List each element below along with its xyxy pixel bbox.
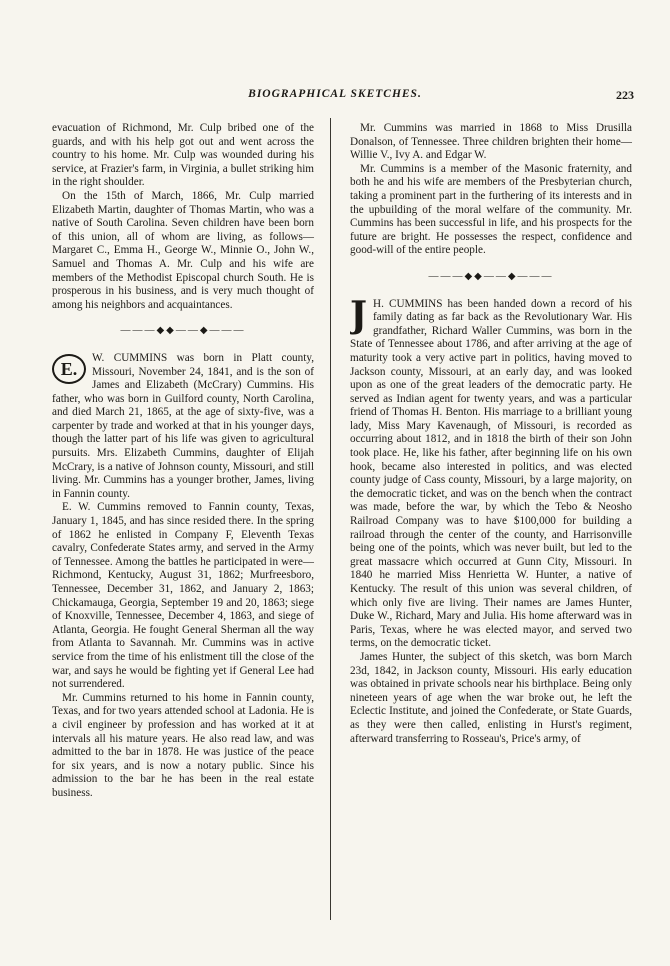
paragraph-culp-escape: evacuation of Richmond, Mr. Culp bribed one of the guards, and with his help got out and went across the country to his home. Mr. Culp was wounded during his service, at Frazier's farm, in Virginia, a bullet striking him in the right shoulder. [52,122,314,189]
right-column [350,122,632,746]
section-ornament: ———◆◆——◆——— [428,270,554,282]
paragraph-james-hunter: James Hunter, the subject of this sketch, was born March 23d, 1842, in Jackson county, Missouri. His early education was obtained in private schools near his birthplace. Being only nineteen years of age when the war broke out, he left the Eclectic Institute, and joined the Confederate, or State Guards, as they were then called, enlisting in Hurst's regiment, afterward transferring to Rosseau's, Price's army, of [350,650,632,745]
paragraph-cummins-marriage: Mr. Cummins was married in 1868 to Miss Drusilla Donalson, of Tennessee. Three children brighten their home—Willie V., Ivy A. and Edgar W. [350,122,632,162]
page-header [0,88,670,102]
left-column [52,122,314,801]
sketch-ew-cummins [52,352,314,502]
ornamental-initial: E. [52,354,86,384]
paragraph-ew-cummins-career: Mr. Cummins returned to his home in Fannin county, Texas, and for two years attended school at Ladonia. He is a civil engineer by profession and has worked at it at intervals all his mature years. He also read law, and was admitted to the bar in 1878. He was justice of the peace for six years, and is now a notary public. Since his admission to the bar he has been in the real estate business. [52,691,314,799]
running-title: BIOGRAPHICAL SKETCHES. [248,88,422,100]
sketch-jh-cummins [350,298,632,651]
page-number: 223 [616,88,634,102]
drop-cap-initial: J [350,297,368,336]
paragraph-jh-cummins-family: H. CUMMINS has been handed down a record of his family dating as far back as the Revolutionary War. His grandfather, Richard Waller Cummins, was born in the State of Tennessee about 1786, and after arriving at the age of maturity took a very active part in politics, having moved to Jackson county, Missouri, at an early day, and was looked upon as one of the great leaders of the democratic party. He served as Indian agent for twenty years, and was a particular friend of Thomas H. Benton. His marriage to a brilliant young lady, Miss Mary Kavenaugh, of Missouri, is recorded as occurring about 1812, and in 1818 the birth of their son John took place. He, like his father, after beginning life on his own hook, became also interested in politics, and was elected county judge of Cass county, Missouri, by a large majority, on the democratic ticket, and was on the bench when the contract was made, before the war, by which the Tebo & Neosho Railroad Company was to have $100,000 for building a railroad through the center of the county, and Harrisonville being one of the points, which was never built, but led to the great massacre which occurred at Gunn City, Missouri. In 1840 he married Miss Henrietta W. Hunter, a native of Kentucky. The result of this union was several children, of which only five are living. Their names are James Hunter, Duke W., Richard, Mary and Julia. His home afterward was in Paris, Texas, where he was elected mayor, and served two terms, on the democratic ticket. [350,297,632,650]
paragraph-cummins-masonic: Mr. Cummins is a member of the Masonic fraternity, and both he and his wife are members of the Presbyterian church, taking a prominent part in the furthering of its interests and in the upbuilding of the moral welfare of the community. Mr. Cummins has been successful in life, and his prospects for the future are bright. He possesses the respect, confidence and good-will of the entire people. [350,162,632,257]
paragraph-culp-marriage: On the 15th of March, 1866, Mr. Culp married Elizabeth Martin, daughter of Thomas Martin, who was a native of South Carolina. Seven children have been born of this union, all of whom are living, as follows—Margaret C., Emma H., George W., Minnie O., John W., Samuel and Thomas A. Mr. Culp and his wife are members of the Methodist Episcopal church South. He is prosperous in his business, and is very much thought of among his neighbors and acquaintances. [52,189,314,311]
section-ornament: ———◆◆——◆——— [120,325,246,337]
column-divider [330,118,331,920]
paragraph-ew-cummins-war: E. W. Cummins removed to Fannin county, Texas, January 1, 1845, and has since resided there. In the spring of 1862 he enlisted in Company F, Eleventh Texas cavalry, Confederate States army, and served in the Army of Tennessee. Among the battles he participated in were—Richmond, Kentucky, August 31, 1862; Murfreesboro, Tennessee, December 31, 1862, and January 2, 1863; Chickamauga, Georgia, September 19 and 20, 1863; siege of Knoxville, Tennessee, December 4, 1863, and siege of Atlanta, Georgia. He fought General Sherman all the way from Atlanta to Savannah. Mr. Cummins was in active service from the time of his enlistment till the close of the war, and says he would be fighting yet if General Lee had not surrendered. [52,501,314,691]
paragraph-ew-cummins-birth: W. CUMMINS was born in Platt county, Missouri, November 24, 1841, and is the son of James and Elizabeth (McCrary) Cummins. His father, who was born in Guilford county, North Carolina, and died March 21, 1865, at the age of sixty-five, was a carpenter by trade and worked at that in his younger days, though the latter part of his life was given to agricultural pursuits. Mrs. Elizabeth Cummins, daughter of Elijah McCrary, is a native of Johnson county, Missouri, and still living. Mr. Cummins has a younger brother, James, living in Fannin county. [52,351,314,500]
